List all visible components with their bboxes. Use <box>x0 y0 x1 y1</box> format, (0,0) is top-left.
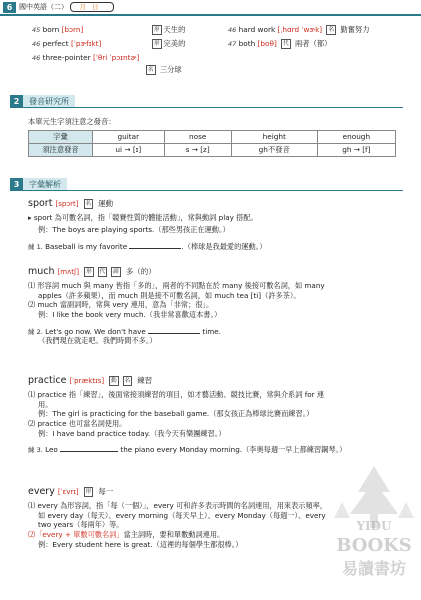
table-cell: gh不發音 <box>231 144 317 157</box>
section-divider <box>23 190 403 191</box>
pos-tag: 代 <box>283 41 289 47</box>
vocab-word: born <box>42 25 60 34</box>
book-title: 國中英語（二） <box>19 3 68 11</box>
vocab-ipa: [boθ] <box>257 39 277 48</box>
section-heading <box>10 95 400 108</box>
grammar-pattern: ⑵「every + 單數可數名詞」 <box>28 529 124 539</box>
vocab-meaning: 勤奮努力 <box>340 25 370 34</box>
table-cell: nose <box>164 131 231 144</box>
practice-item: 練 3. Leo the piano every Monday morning.（李奧每週一早上都練習鋼琴。） <box>28 445 347 455</box>
date-box: 月日 <box>70 2 114 12</box>
entry-headword: much [mʌtʃ] 形 代 副 多（的） <box>28 266 156 277</box>
section-title: 發音研究所 <box>23 95 75 108</box>
vocab-meaning: 三分球 <box>159 65 182 74</box>
section-intro: 本單元生字須注意之發音： <box>28 117 116 126</box>
table-row <box>29 144 396 157</box>
entry-explanation: 如 every day（每天）、every morning（每天早上）、every Monday（每週一）、every <box>38 510 326 520</box>
entry-explanation: ⑵「every + 單數可數名詞」當主詞時，要和單數動詞連用。 <box>28 529 225 539</box>
pos-tag: 形 <box>154 27 160 33</box>
section-divider <box>23 107 403 108</box>
vocab-meaning: 完美的 <box>163 39 186 48</box>
answer-blank[interactable] <box>60 445 118 452</box>
entry-example: 例：The boys are playing sports.（那些男孩正在運動。） <box>38 224 230 234</box>
vocab-item: 46 perfect [ˈpɝfɪkt] 形 完美的 <box>32 39 186 48</box>
table-header: 字彙 <box>29 131 93 144</box>
practice-item: 練 2. Let's go now. We don't have time. <box>28 326 221 336</box>
entry-headword: every [ˈɛvrɪ] 形 每一 <box>28 486 114 497</box>
section-number: 3 <box>10 178 23 191</box>
vocab-ipa: [ˌhɑrd ˈwɝk] <box>277 25 323 34</box>
entry-explanation: apples（許多蘋果），而 much 則是接不可數名詞，如 much tea [ti]（許多茶）。 <box>38 290 301 300</box>
answer-blank[interactable] <box>129 242 181 249</box>
entry-headword: practice [ˈpræktɪs] 動 名 練習 <box>28 375 153 386</box>
table-cell: guitar <box>93 131 165 144</box>
vocab-word: both <box>238 39 256 48</box>
section-number: 2 <box>10 95 23 108</box>
vocab-list <box>26 17 398 79</box>
section-title: 字彙解析 <box>23 178 67 191</box>
header-divider <box>0 14 421 16</box>
vocab-item: 45 born [bɔrn] 形 天生的 <box>32 25 186 34</box>
practice-item: 練 1. Baseball is my favorite .（棒球是我最愛的運動。） <box>28 242 267 252</box>
table-header: 須注意發音 <box>29 144 93 157</box>
entry-explanation: ⑵ practice 也可當名詞使用。 <box>28 418 127 428</box>
table-cell: height <box>231 131 317 144</box>
entry-example: 例：Every student here is great.（這裡的每個學生都很棒。） <box>38 539 243 549</box>
vocab-item: 47 both [boθ] 代 兩者（都） <box>228 39 332 48</box>
vocab-meaning: 兩者（都） <box>294 39 332 48</box>
table-cell: enough <box>317 131 395 144</box>
entry-headword: sport [spɔrt] 名 運動 <box>28 198 114 209</box>
word-entry-practice <box>28 375 398 455</box>
vocab-meaning: 天生的 <box>163 25 186 34</box>
entry-explanation: ⑴ 形容詞 much 與 many 皆指「多的」，兩者的不同點在於 many 後接可數名詞，如 many <box>28 280 325 290</box>
entry-explanation: ⑵ much 當副詞時，常與 very 連用，意為「非常；很」。 <box>28 300 214 310</box>
vocab-item-meaning <box>144 65 182 75</box>
watermark-text: BOOKS <box>336 535 412 556</box>
entry-explanation: ▸ sport 為可數名詞，指「競賽性質的體能活動」，常與動詞 play 搭配。 <box>28 212 258 222</box>
pronunciation-table <box>28 130 396 157</box>
vocab-item: 46 three-pointer [ˈθri ˈpɔɪntɚ] <box>32 53 140 62</box>
entry-example: 例：The girl is practicing for the baseball game.（那女孩正為棒球比賽而練習。） <box>38 409 314 419</box>
watermark-text: 易讀書坊 <box>341 559 406 578</box>
watermark-text: YIDU <box>356 519 392 533</box>
page-number: 6 <box>3 2 16 13</box>
vocab-ipa: [bɔrn] <box>61 25 84 34</box>
table-cell: gh → [f] <box>317 144 395 157</box>
answer-blank[interactable] <box>148 327 200 334</box>
practice-translation: （我們現在就走吧。我們時間不多。） <box>38 336 157 346</box>
vocab-word: perfect <box>42 39 69 48</box>
vocab-ipa: [ˈpɝfɪkt] <box>71 39 102 48</box>
table-cell: ui → [ɪ] <box>93 144 165 157</box>
pos-tag: 名 <box>148 67 154 73</box>
entry-explanation: 用。 <box>38 399 53 409</box>
word-entry-sport <box>28 198 398 252</box>
entry-example: 例：I have band practice today.（我今天有樂團練習。） <box>38 428 226 438</box>
pos-tag: 名 <box>328 27 334 33</box>
vocab-ipa: [ˈθri ˈpɔɪntɚ] <box>92 53 140 62</box>
pos-tag: 形 <box>154 41 160 47</box>
table-cell: s → [z] <box>164 144 231 157</box>
vocab-item: 46 hard work [ˌhɑrd ˈwɝk] 名 勤奮努力 <box>228 25 370 34</box>
entry-explanation: ⑴ practice 指「練習」，後面常接須練習的項目，如才藝活動、競技比賽，常與介系詞 for 連 <box>28 389 325 399</box>
page-header <box>0 0 421 15</box>
word-entry-much <box>28 266 398 346</box>
vocab-word: hard work <box>238 25 276 34</box>
table-row <box>29 131 396 144</box>
entry-example: 例：I like the book very much.（我非常喜歡這本書。） <box>38 309 222 319</box>
section-heading <box>10 178 400 191</box>
watermark-logo <box>330 462 418 592</box>
vocab-word: three-pointer <box>42 53 91 62</box>
entry-explanation: two years（每兩年）等。 <box>38 520 124 530</box>
entry-explanation: ⑴ every 為形容詞，指「每（一個）」，every 可和許多表示時間的名詞連用，用來表示頻率， <box>28 500 328 510</box>
